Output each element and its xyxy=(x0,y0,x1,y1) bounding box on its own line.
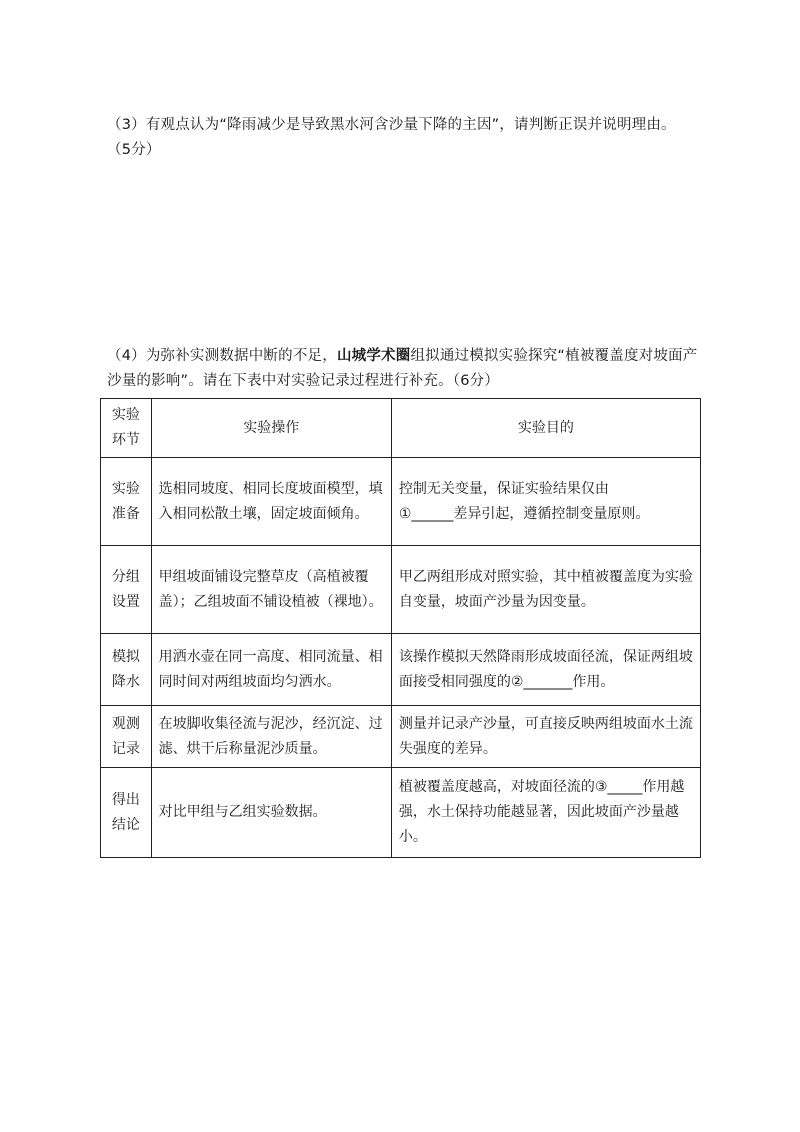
purpose-cell xyxy=(391,458,700,546)
question-3-number: （3） xyxy=(107,117,146,133)
operation-cell: 在坡脚收集径流与泥沙，经沉淀、过滤、烘干后称量泥沙质量。 xyxy=(151,706,391,768)
experiment-table xyxy=(100,398,701,858)
table-header-row xyxy=(101,399,701,458)
table-row xyxy=(101,634,701,706)
stage-cell xyxy=(101,634,152,706)
stage-cell xyxy=(101,546,152,634)
question-4-highlight: 山城学术圈 xyxy=(336,348,411,364)
stage-line2: 记录 xyxy=(111,740,140,757)
table-row xyxy=(101,768,701,858)
header-stage-line1: 实验 xyxy=(111,407,140,423)
purpose-cell-blank-3: 植被覆盖度越高，对坡面径流的③_____作用越强，水土保持功能越显著，因此坡面产沙量越小。 xyxy=(391,768,700,858)
question-3-score: （5分） xyxy=(107,142,161,158)
purpose-line1: 控制无关变量，保证实验结果仅由 xyxy=(398,480,609,497)
header-stage xyxy=(101,399,152,458)
stage-line2: 降水 xyxy=(111,673,140,690)
table-row xyxy=(101,546,701,634)
stage-line2: 准备 xyxy=(111,505,140,522)
table-row xyxy=(101,706,701,768)
question-4-text-before: 为弥补实测数据中断的不足， xyxy=(145,348,337,364)
operation-cell: 选相同坡度、相同长度坡面模型，填入相同松散土壤，固定坡面倾角。 xyxy=(151,458,391,546)
stage-line2: 设置 xyxy=(111,593,140,610)
purpose-cell-blank-2: 该操作模拟天然降雨形成坡面径流，保证两组坡面接受相同强度的②_______作用。 xyxy=(391,634,700,706)
purpose-cell: 甲乙两组形成对照实验，其中植被覆盖度为实验自变量，坡面产沙量为因变量。 xyxy=(391,546,700,634)
stage-line1: 实验 xyxy=(111,480,140,497)
question-4 xyxy=(107,344,707,394)
header-purpose: 实验目的 xyxy=(391,399,700,458)
stage-cell xyxy=(101,458,152,546)
header-operation: 实验操作 xyxy=(151,399,391,458)
operation-cell: 用洒水壶在同一高度、相同流量、相同时间对两组坡面均匀洒水。 xyxy=(151,634,391,706)
purpose-line2-blank-1: ①______差异引起，遵循控制变量原则。 xyxy=(398,505,650,522)
question-4-text-after: 组拟通过模拟实验探究“植被覆盖度对坡面产沙量的影响”。请在下表中对实验记录过程进行补充。（6分） xyxy=(107,348,698,389)
question-4-number: （4） xyxy=(107,348,146,364)
stage-line1: 得出 xyxy=(111,791,140,808)
stage-line2: 结论 xyxy=(111,816,140,833)
question-3 xyxy=(107,113,707,163)
operation-cell: 对比甲组与乙组实验数据。 xyxy=(151,768,391,858)
operation-cell: 甲组坡面铺设完整草皮（高植被覆盖）；乙组坡面不铺设植被（裸地）。 xyxy=(151,546,391,634)
stage-line1: 模拟 xyxy=(111,648,140,665)
question-3-text: 有观点认为“降雨减少是导致黑水河含沙量下降的主因”，请判断正误并说明理由。 xyxy=(145,117,676,133)
stage-line1: 观测 xyxy=(111,715,140,732)
stage-line1: 分组 xyxy=(111,568,140,585)
header-stage-line2: 环节 xyxy=(111,432,140,448)
table-row xyxy=(101,458,701,546)
stage-cell xyxy=(101,768,152,858)
stage-cell xyxy=(101,706,152,768)
purpose-cell: 测量并记录产沙量，可直接反映两组坡面水土流失强度的差异。 xyxy=(391,706,700,768)
